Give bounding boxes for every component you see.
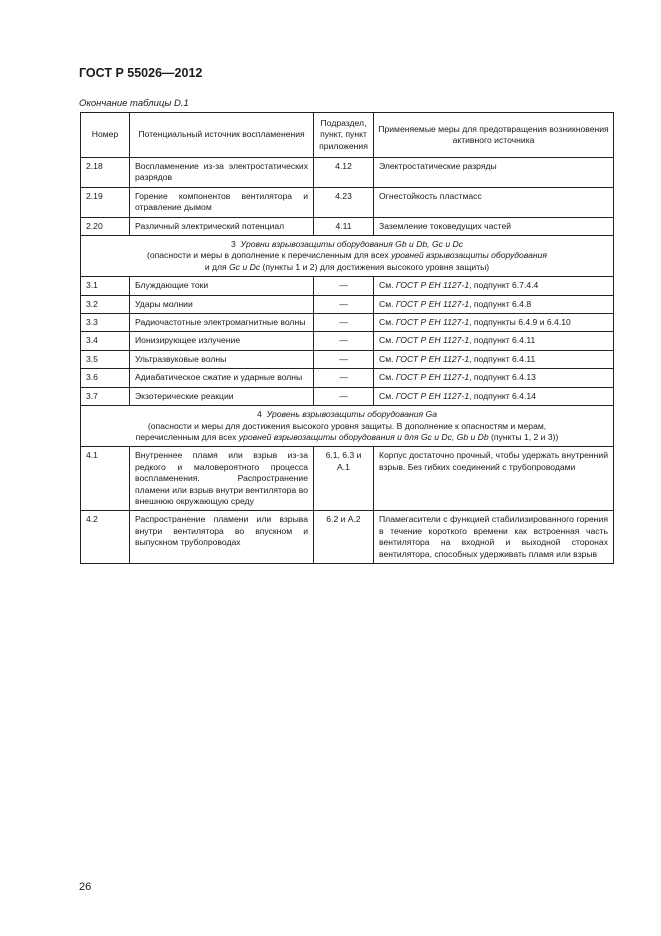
clause-reference: 4.12 (314, 158, 374, 188)
section-heading-row (81, 236, 614, 277)
section-note-italic: уровней взрывозащиты оборудования (391, 250, 547, 261)
measure-prefix: См. (379, 317, 394, 328)
table-row (81, 295, 614, 313)
section-note-italic: уровней взрывозащиты оборудования и для Gc и Dc, Gb и Db (238, 431, 489, 442)
column-header: Потенциальный источник воспламенения (130, 113, 314, 158)
ignition-source: Адиабатическое сжатие и ударные волны (130, 369, 314, 387)
row-number: 3.4 (81, 332, 130, 350)
row-number: 3.1 (81, 277, 130, 295)
table-row (81, 447, 614, 511)
ignition-source: Удары молнии (130, 295, 314, 313)
row-number: 3.3 (81, 314, 130, 332)
section-note: (опасности и меры в дополнение к перечисленным для всех (146, 250, 389, 261)
measure-prefix: См. (379, 280, 394, 291)
clause-reference: — (314, 332, 374, 350)
section-note: (пункты 1 и 2) для достижения высокого уровня защиты) (262, 261, 490, 272)
measure-suffix: , подпункт 6.4.8 (469, 298, 532, 309)
ignition-source: Радиочастотные электромагнитные волны (130, 314, 314, 332)
table-row (81, 277, 614, 295)
ignition-source: Различный электрический потенциал (130, 217, 314, 235)
table-caption: Окончание таблицы D.1 (79, 98, 189, 109)
protective-measure (374, 387, 614, 405)
ignition-source: Внутреннее пламя или взрыв из-за редкого и маловероятного процесса воспламенения. Распространение пламени или взрыв внутри вентилятора во внешнюю окружающую среду (130, 447, 314, 511)
measure-suffix: , подпункты 6.4.9 и 6.4.10 (469, 317, 571, 328)
section-note-italic: Gc и Dc (229, 261, 261, 272)
section-note: и для (204, 261, 227, 272)
measure-suffix: , подпункт 6.4.11 (469, 353, 536, 364)
table-row (81, 387, 614, 405)
ignition-source: Ионизирующее излучение (130, 332, 314, 350)
clause-reference: — (314, 387, 374, 405)
section-heading-row (81, 406, 614, 447)
page-number: 26 (79, 881, 92, 893)
standard-reference: ГОСТ Р ЕН 1127-1 (395, 353, 470, 364)
table-row (81, 187, 614, 217)
row-number: 3.6 (81, 369, 130, 387)
table-header-row (81, 113, 614, 158)
protective-measure (374, 332, 614, 350)
ignition-source: Горение компонентов вентилятора и отравление дымом (130, 187, 314, 217)
table-row (81, 350, 614, 368)
row-number: 3.2 (81, 295, 130, 313)
protective-measure: Заземление токоведущих частей (374, 217, 614, 235)
standard-reference: ГОСТ Р ЕН 1127-1 (395, 317, 470, 328)
measure-prefix: См. (379, 390, 394, 401)
clause-reference: — (314, 277, 374, 295)
clause-reference: — (314, 369, 374, 387)
section-4-heading (81, 406, 614, 447)
measure-suffix: , подпункт 6.7.4.4 (469, 280, 539, 291)
measure-prefix: См. (379, 372, 394, 383)
measure-prefix: См. (379, 298, 394, 309)
section-number: 4 (257, 409, 262, 420)
table-row (81, 332, 614, 350)
table-row (81, 217, 614, 235)
clause-reference: — (314, 295, 374, 313)
protective-measure: Пламегасители с функцией стабилизированного горения в течение короткого времени как встроенная часть вентилятора на входной и выходной сторонах вентилятора, способных удерживать пламя или взрыв (374, 511, 614, 564)
standard-reference: ГОСТ Р ЕН 1127-1 (395, 335, 470, 346)
section-number: 3 (230, 239, 236, 250)
column-header: Применяемые меры для предотвращения возникновения активного источника (374, 113, 614, 158)
row-number: 4.1 (81, 447, 130, 511)
row-number: 2.20 (81, 217, 130, 235)
section-note: перечисленным для всех (135, 431, 237, 442)
table-row (81, 158, 614, 188)
protective-measure (374, 350, 614, 368)
section-note: (пункты 1, 2 и 3)) (491, 431, 559, 442)
clause-reference: — (314, 314, 374, 332)
clause-reference: — (314, 350, 374, 368)
document-header: ГОСТ Р 55026—2012 (79, 66, 203, 80)
clause-reference: 6.2 и А.2 (314, 511, 374, 564)
table-row (81, 511, 614, 564)
ignition-sources-table (80, 112, 614, 564)
standard-reference: ГОСТ Р ЕН 1127-1 (395, 372, 470, 383)
protective-measure (374, 277, 614, 295)
measure-suffix: , подпункт 6.4.13 (469, 372, 536, 383)
row-number: 2.18 (81, 158, 130, 188)
table-row (81, 369, 614, 387)
section-3-heading (81, 236, 614, 277)
protective-measure: Корпус достаточно прочный, чтобы удержать внутренний взрыв. Без гибких соединений с трубопроводами (374, 447, 614, 511)
section-title: Уровень взрывозащиты оборудования Ga (266, 409, 437, 420)
protective-measure (374, 314, 614, 332)
measure-prefix: См. (379, 335, 394, 346)
protective-measure: Огнестойкость пластмасс (374, 187, 614, 217)
row-number: 3.7 (81, 387, 130, 405)
clause-reference: 6.1, 6.3 и А.1 (314, 447, 374, 511)
ignition-source: Ультразвуковые волны (130, 350, 314, 368)
measure-prefix: См. (379, 353, 394, 364)
column-header: Номер (81, 113, 130, 158)
section-title: Уровни взрывозащиты оборудования Gb и Db, Gc и Dc (240, 239, 463, 250)
section-note: (опасности и меры для достижения высокого уровня защиты. В дополнение к опасностям и мерам, (147, 420, 547, 431)
clause-reference: 4.23 (314, 187, 374, 217)
measure-suffix: , подпункт 6.4.14 (469, 390, 536, 401)
clause-reference: 4.11 (314, 217, 374, 235)
row-number: 2.19 (81, 187, 130, 217)
ignition-source: Экзотерические реакции (130, 387, 314, 405)
measure-suffix: , подпункт 6.4.11 (469, 335, 536, 346)
ignition-source: Блуждающие токи (130, 277, 314, 295)
protective-measure (374, 369, 614, 387)
row-number: 4.2 (81, 511, 130, 564)
standard-reference: ГОСТ Р ЕН 1127-1 (395, 298, 470, 309)
standard-reference: ГОСТ Р ЕН 1127-1 (395, 280, 470, 291)
protective-measure (374, 295, 614, 313)
row-number: 3.5 (81, 350, 130, 368)
ignition-source: Воспламенение из-за электростатических разрядов (130, 158, 314, 188)
table-row (81, 314, 614, 332)
column-header: Подраздел, пункт, пункт приложения (314, 113, 374, 158)
ignition-source: Распространение пламени или взрыва внутри вентилятора во впускном и выпускном трубопроводах (130, 511, 314, 564)
protective-measure: Электростатические разряды (374, 158, 614, 188)
standard-reference: ГОСТ Р ЕН 1127-1 (395, 390, 470, 401)
